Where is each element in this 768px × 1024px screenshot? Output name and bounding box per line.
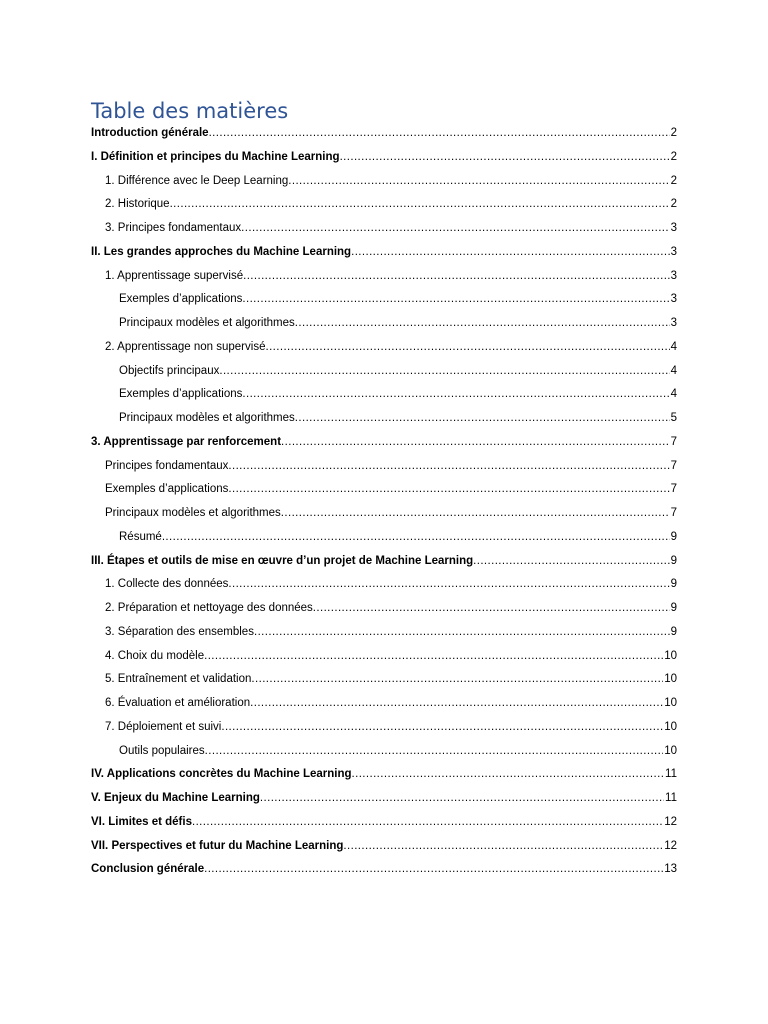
toc-entry-label: Résumé (119, 530, 162, 543)
toc-entry[interactable] (91, 146, 677, 170)
toc-entry[interactable] (91, 740, 677, 764)
toc-entry[interactable] (91, 193, 677, 217)
toc-dot-leader (288, 170, 669, 194)
toc-entry-label: IV. Applications concrètes du Machine Learning (91, 768, 352, 781)
toc-entry[interactable] (91, 526, 677, 550)
toc-dot-leader (295, 312, 670, 336)
toc-entry-label: 2. Apprentissage non supervisé (105, 340, 266, 353)
toc-entry[interactable] (91, 360, 677, 384)
toc-entry-page-number: 2 (670, 174, 677, 187)
toc-entry-page-number: 10 (664, 673, 677, 686)
toc-entry-label: III. Étapes et outils de mise en œuvre d’un projet de Machine Learning (91, 554, 474, 567)
toc-dot-leader (219, 360, 669, 384)
toc-entry[interactable] (91, 550, 677, 574)
toc-dot-leader (281, 431, 670, 455)
toc-entry-label: I. Définition et principes du Machine Learning (91, 150, 340, 163)
toc-entry[interactable] (91, 645, 677, 669)
toc-dot-leader (221, 716, 663, 740)
toc-entry[interactable] (91, 692, 677, 716)
toc-entry-page-number: 11 (665, 792, 677, 804)
toc-entry-page-number: 3 (670, 245, 677, 258)
toc-entry-page-number: 11 (665, 768, 677, 781)
toc-entry-page-number: 3 (670, 293, 677, 306)
toc-entry-label: 2. Préparation et nettoyage des données (105, 602, 313, 614)
toc-entry-label: 5. Entraînement et validation (105, 673, 252, 686)
toc-entry-label: 1. Différence avec le Deep Learning (105, 174, 289, 187)
toc-entry-page-number: 4 (670, 340, 677, 353)
toc-entry[interactable] (91, 668, 677, 692)
toc-entry-label: Exemples d’applications (105, 483, 229, 496)
toc-entry-page-number: 7 (670, 459, 677, 472)
toc-dot-leader (228, 573, 669, 597)
toc-entry-label: II. Les grandes approches du Machine Learning (91, 245, 352, 258)
toc-dot-leader (162, 526, 670, 550)
toc-entry-page-number: 3 (670, 269, 677, 282)
toc-entry[interactable] (91, 787, 677, 811)
toc-entry-page-number: 4 (670, 388, 677, 401)
toc-dot-leader (192, 811, 663, 835)
toc-entry-label: Introduction générale (91, 127, 209, 139)
toc-entry-label: Outils populaires (119, 744, 205, 757)
toc-entry-page-number: 12 (664, 839, 677, 852)
toc-entry-page-number: 10 (664, 697, 677, 709)
toc-entry-page-number: 9 (670, 625, 677, 638)
toc-entry-page-number: 12 (664, 815, 677, 828)
toc-entry-page-number: 2 (670, 150, 677, 163)
toc-entry-label: Conclusion générale (91, 863, 205, 876)
toc-dot-leader (295, 407, 670, 431)
toc-entry-label: Exemples d’applications (119, 388, 243, 401)
toc-entry-page-number: 9 (670, 554, 677, 567)
toc-entry-page-number: 2 (670, 127, 677, 139)
toc-entry-label: 1. Apprentissage supervisé (105, 269, 244, 282)
toc-entry-label: 7. Déploiement et suivi (105, 720, 222, 733)
toc-entry-page-number: 2 (670, 198, 677, 211)
toc-dot-leader (170, 193, 670, 217)
toc-entry-page-number: 3 (670, 222, 677, 234)
toc-entry-page-number: 9 (670, 578, 677, 591)
toc-dot-leader (254, 621, 670, 645)
toc-entry-page-number: 9 (670, 602, 677, 614)
toc-dot-leader (228, 478, 669, 502)
toc-entry-page-number: 13 (664, 863, 677, 876)
toc-dot-leader (352, 763, 665, 787)
toc-entry-label: 3. Séparation des ensembles (105, 625, 254, 638)
toc-entry[interactable] (91, 573, 677, 597)
toc-dot-leader (281, 502, 670, 526)
toc-entry[interactable] (91, 241, 677, 265)
toc-entry-label: VII. Perspectives et futur du Machine Learning (91, 839, 344, 852)
toc-dot-leader (243, 265, 670, 289)
toc-entry[interactable] (91, 858, 677, 882)
toc-dot-leader (242, 288, 669, 312)
toc-entry[interactable] (91, 407, 677, 431)
toc-entry[interactable] (91, 288, 677, 312)
toc-entry-page-number: 7 (670, 507, 677, 519)
toc-dot-leader (313, 597, 670, 621)
toc-entry[interactable] (91, 597, 677, 621)
toc-entry[interactable] (91, 621, 677, 645)
toc-entry-label: 2. Historique (105, 198, 170, 211)
toc-dot-leader (241, 217, 669, 241)
toc-entry-label: Principaux modèles et algorithmes (105, 507, 281, 519)
toc-entry-label: 6. Évaluation et amélioration (105, 697, 251, 709)
toc-entry[interactable] (91, 383, 677, 407)
toc-dot-leader (340, 146, 670, 170)
toc-entry-label: Principes fondamentaux (105, 459, 229, 472)
toc-dot-leader (351, 241, 670, 265)
toc-entry-label: Principaux modèles et algorithmes (119, 317, 295, 329)
toc-dot-leader (209, 122, 670, 146)
toc-entry-page-number: 10 (664, 744, 677, 757)
toc-entry[interactable] (91, 835, 677, 859)
toc-dot-leader (204, 858, 663, 882)
toc-dot-leader (205, 740, 664, 764)
toc-entry[interactable] (91, 122, 677, 146)
toc-entry-label: 4. Choix du modèle (105, 649, 205, 662)
toc-dot-leader (228, 455, 669, 479)
toc-entry-page-number: 9 (670, 530, 677, 543)
toc-dot-leader (473, 550, 669, 574)
toc-dot-leader (250, 692, 663, 716)
toc-entry[interactable] (91, 716, 677, 740)
toc-dot-leader (242, 383, 669, 407)
toc-entry-page-number: 10 (664, 720, 677, 733)
toc-entry[interactable] (91, 336, 677, 360)
toc-entry-label: 3. Apprentissage par renforcement (91, 435, 282, 448)
toc-entry[interactable] (91, 502, 677, 526)
toc-entry[interactable] (91, 763, 677, 787)
toc-entry-label: Exemples d’applications (119, 293, 243, 306)
toc-list (91, 122, 677, 882)
toc-entry[interactable] (91, 431, 677, 455)
toc-entry-label: 1. Collecte des données (105, 578, 229, 591)
toc-entry-page-number: 4 (670, 364, 677, 377)
toc-dot-leader (204, 645, 663, 669)
toc-entry-label: Principaux modèles et algorithmes (119, 412, 295, 424)
toc-entry-label: Objectifs principaux (119, 364, 220, 377)
toc-entry[interactable] (91, 217, 677, 241)
toc-entry-label: V. Enjeux du Machine Learning (91, 792, 260, 804)
toc-entry[interactable] (91, 170, 677, 194)
toc-entry-label: VI. Limites et défis (91, 815, 192, 828)
toc-entry-page-number: 3 (670, 317, 677, 329)
toc-entry-page-number: 5 (670, 412, 677, 424)
toc-entry-page-number: 10 (664, 649, 677, 662)
toc-dot-leader (251, 668, 663, 692)
toc-dot-leader (260, 787, 664, 811)
toc-title: Table des matières (91, 99, 289, 123)
toc-entry[interactable] (91, 478, 677, 502)
toc-dot-leader (343, 835, 663, 859)
toc-entry-page-number: 7 (670, 483, 677, 496)
toc-entry-page-number: 7 (670, 435, 677, 448)
toc-dot-leader (265, 336, 669, 360)
toc-entry[interactable] (91, 455, 677, 479)
toc-entry[interactable] (91, 265, 677, 289)
toc-entry[interactable] (91, 312, 677, 336)
toc-entry-label: 3. Principes fondamentaux (105, 222, 242, 234)
toc-entry[interactable] (91, 811, 677, 835)
